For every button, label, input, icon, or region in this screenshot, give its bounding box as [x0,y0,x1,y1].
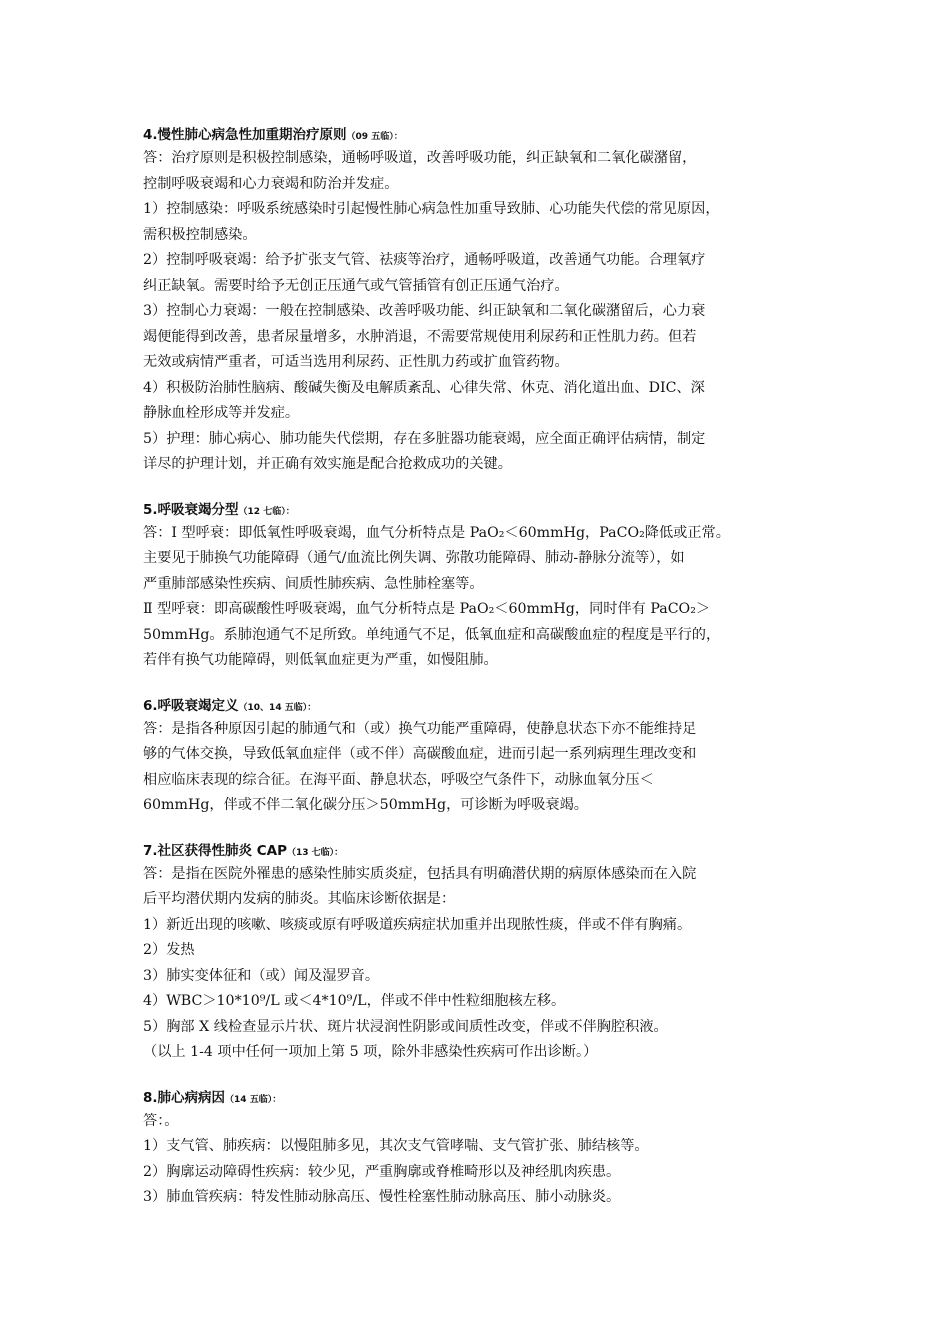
paragraph-line: 2）控制呼吸衰竭：给予扩张支气管、祛痰等治疗，通畅呼吸道，改善通气功能。合理氧疗 [143,252,706,268]
section-note: （09 五临）： [346,132,403,142]
paragraph-line: 竭便能得到改善，患者尿量增多，水肿消退，不需要常规使用利尿药和正性肌力药。但若 [143,328,697,345]
paragraph-line: 60mmHg，伴或不伴二氧化碳分压＞50mmHg，可诊断为呼吸衰竭。 [143,797,588,813]
paragraph-line: 主要见于肺换气功能障碍（通气/血流比例失调、弥散功能障碍、肺动-静脉分流等），如 [143,550,685,566]
paragraph-line: 详尽的护理计划，并正确有效实施是配合抢救成功的关键。 [143,456,512,472]
paragraph-line: 控制呼吸衰竭和心力衰竭和防治并发症。 [143,175,399,192]
paragraph-line: （以上 1-4 项中任何一项加上第 5 项，除外非感染性疾病可作出诊断。） [143,1044,598,1060]
paragraph-line: 1）支气管、肺疾病：以慢阻肺多见，其次支气管哮喘、支气管扩张、肺结核等。 [143,1138,649,1154]
paragraph-line: 答：是指在医院外罹患的感染性肺实质炎症，包括具有明确潜伏期的病原体感染而在入院 [143,865,697,882]
paragraph-line: 答：。 [143,1112,179,1129]
paragraph-line: 无效或病情严重者，可适当选用利尿药、正性肌力药或扩血管药物。 [143,354,569,370]
paragraph-line: 50mmHg。系肺泡通气不足所致。单纯通气不足，低氧血症和高碳酸血症的程度是平行的， [143,626,721,643]
section-heading [143,695,815,717]
section-respiratory-failure-types [143,499,815,674]
section-heading [143,499,815,521]
section-pulmonary-heart-causes [143,1087,815,1211]
section-heading [143,124,815,146]
section-note: （10、14 五临）： [238,702,317,713]
paragraph-line: 4）WBC＞10*10⁹/L 或＜4*10⁹/L，伴或不伴中性粒细胞核左移。 [143,993,566,1009]
paragraph-line: 5）胸部 X 线检查显示片状、斑片状浸润性阴影或间质性改变，伴或不伴胸腔积液。 [143,1018,668,1035]
section-copd-treatment [143,124,815,478]
paragraph-line: 4）积极防治肺性脑病、酸碱失衡及电解质紊乱、心律失常、休克、消化道出血、DIC、深 [143,379,705,396]
paragraph-line: 答：治疗原则是积极控制感染，通畅呼吸道，改善呼吸功能，纠正缺氧和二氧化碳潴留， [143,150,697,166]
section-title: 7.社区获得性肺炎 CAP [143,842,287,859]
section-title: 6.呼吸衰竭定义 [143,697,239,714]
paragraph-line: 3）肺血管疾病：特发性肺动脉高压、慢性栓塞性肺动脉高压、肺小动脉炎。 [143,1189,621,1205]
paragraph-line: 严重肺部感染性疾病、间质性肺疾病、急性肺栓塞等。 [143,575,484,592]
section-note: （13 七临）： [286,847,344,858]
paragraph-line: 若伴有换气功能障碍，则低氧血症更为严重，如慢阻肺。 [143,652,498,668]
section-title: 5.呼吸衰竭分型 [143,501,239,518]
section-heading [143,840,815,862]
paragraph-line: 答：I 型呼衰：即低氧性呼吸衰竭，血气分析特点是 PaO₂＜60mmHg，PaCO₂降低或正常。 [143,524,730,541]
section-title: 4.慢性肺心病急性加重期治疗原则 [143,127,347,143]
paragraph-line: 5）护理：肺心病心、肺功能失代偿期，存在多脏器功能衰竭，应全面正确评估病情，制定 [143,430,706,447]
section-note: （14 五临）： [225,1094,282,1105]
paragraph-line: 1）控制感染：呼吸系统感染时引起慢性肺心病急性加重导致肺、心功能失代偿的常见原因， [143,201,720,217]
section-note: （12 七临）： [238,506,295,517]
paragraph-line: 2）发热 [143,942,195,958]
paragraph-line: 3）肺实变体征和（或）闻及湿罗音。 [143,967,380,984]
paragraph-line: 静脉血栓形成等并发症。 [143,405,300,421]
paragraph-line: 3）控制心力衰竭：一般在控制感染、改善呼吸功能、纠正缺氧和二氧化碳潴留后，心力衰 [143,303,706,319]
section-cap [143,840,815,1066]
paragraph-line: 相应临床表现的综合征。在海平面、静息状态，呼吸空气条件下，动脉血氧分压＜ [143,771,654,788]
paragraph-line: 纠正缺氧。需要时给予无创正压通气或气管插管有创正压通气治疗。 [143,277,569,294]
paragraph-line: 够的气体交换，导致低氧血症伴（或不伴）高碳酸血症，进而引起一系列病理生理改变和 [143,746,697,762]
paragraph-line: 需积极控制感染。 [143,226,257,243]
section-heading [143,1087,815,1109]
paragraph-line: 后平均潜伏期内发病的肺炎。其临床诊断依据是： [143,891,456,907]
paragraph-line: Ⅱ 型呼衰：即高碳酸性呼吸衰竭，血气分析特点是 PaO₂＜60mmHg，同时伴有 PaCO₂＞ [143,601,711,617]
section-respiratory-failure-definition [143,695,815,819]
paragraph-line: 2）胸廓运动障碍性疾病：较少见，严重胸廓或脊椎畸形以及神经肌肉疾患。 [143,1163,621,1180]
paragraph-line: 1）新近出现的咳嗽、咳痰或原有呼吸道疾病症状加重并出现脓性痰，伴或不伴有胸痛。 [143,916,692,933]
section-title: 8.肺心病病因 [143,1089,226,1106]
document-page [143,124,815,1232]
paragraph-line: 答：是指各种原因引起的肺通气和（或）换气功能严重障碍，使静息状态下亦不能维持足 [143,720,697,737]
